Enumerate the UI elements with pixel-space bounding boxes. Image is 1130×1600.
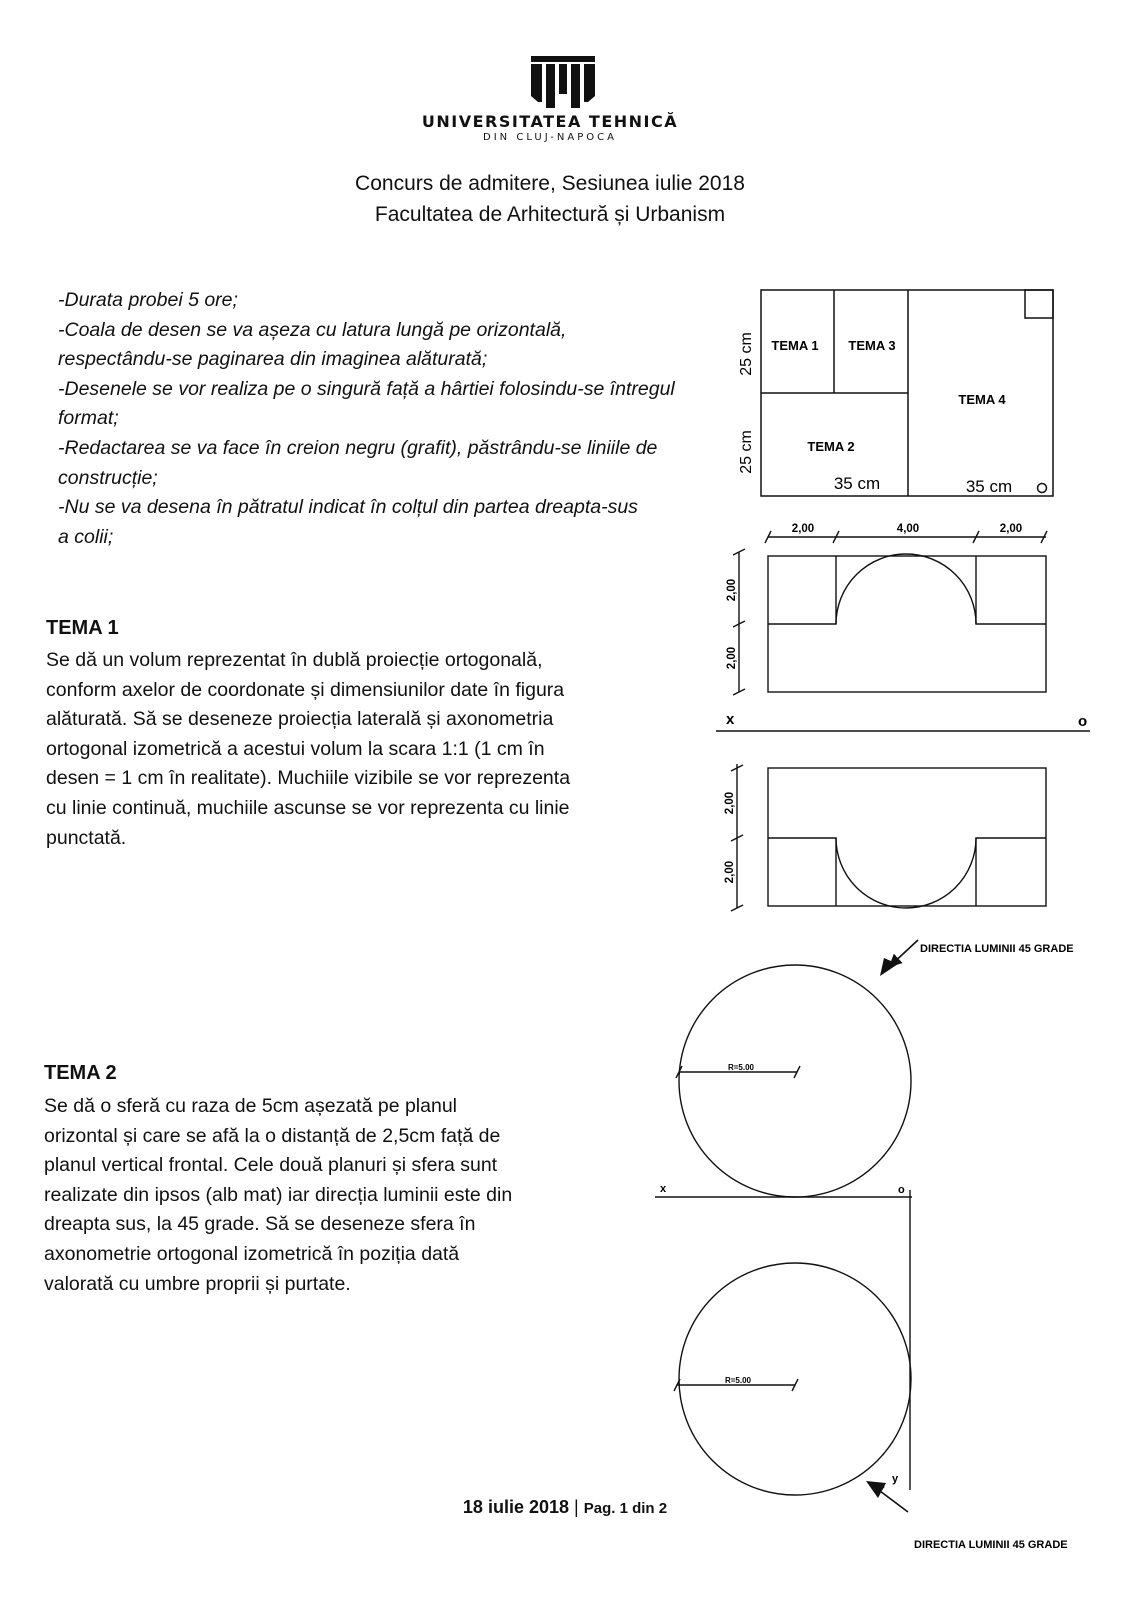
exam-title-line-1: Concurs de admitere, Sesiunea iulie 2018 <box>355 172 745 195</box>
light-arrow-bottom-icon <box>866 1481 886 1498</box>
sphere-axis-x-label: x <box>660 1183 667 1195</box>
layout-tema3-label: TEMA 3 <box>848 338 896 353</box>
radius-label-bottom: R=5.00 <box>724 1376 752 1385</box>
exam-title-line-2: Facultatea de Arhitectură și Urbanism <box>374 203 726 226</box>
tema1-line: conform axelor de coordonate și dimensiunilor date în figura <box>46 678 565 701</box>
tema1-projection-figure <box>716 531 1090 911</box>
tema2-line: valorată cu umbre proprii și purtate. <box>44 1272 351 1295</box>
university-name: UNIVERSITATEA TEHNICĂ <box>421 112 679 131</box>
dim-vertical-4: 2,00 <box>724 860 736 884</box>
sphere-axis-o-label: o <box>898 1184 905 1196</box>
footer-page: Pag. 1 din 2 <box>583 1500 668 1517</box>
tema2-line: orizontal și care se afă la o distanță de 2,5cm față de <box>44 1124 501 1147</box>
tema1-title: TEMA 1 <box>46 617 119 639</box>
tema2-title: TEMA 2 <box>44 1062 117 1084</box>
rule-line: a colii; <box>58 525 114 548</box>
corner-circle <box>1038 484 1047 493</box>
reserved-corner-square <box>1025 290 1053 318</box>
footer-separator: | <box>574 1497 579 1517</box>
university-city: DIN CLUJ-NAPOCA <box>483 132 617 143</box>
sheet-layout-diagram <box>761 290 1053 496</box>
tema2-line: realizate din ipsos (alb mat) iar direcția luminii este din <box>44 1183 513 1206</box>
tema2-line: axonometrie ortogonal izometrică în poziția dată <box>44 1242 460 1265</box>
rule-line: -Coala de desen se va așeza cu latura lungă pe orizontală, <box>58 318 567 341</box>
dim-top-right: 2,00 <box>999 523 1023 535</box>
tema1-line: Se dă un volum reprezentat în dublă proiecție ortogonală, <box>46 649 543 671</box>
tema2-sphere-figure <box>655 940 918 1512</box>
tema1-line: punctată. <box>46 826 127 849</box>
rule-line: -Redactarea se va face în creion negru (grafit), păstrându-se liniile de <box>58 436 658 459</box>
layout-tema1-label: TEMA 1 <box>771 338 819 353</box>
radius-label-top: R=5.00 <box>727 1063 755 1072</box>
tema2-line: Se dă o sferă cu raza de 5cm așezată pe planul <box>44 1095 458 1117</box>
layout-height-top: 25 cm <box>738 332 755 376</box>
footer-date: 18 iulie 2018 <box>462 1497 569 1517</box>
layout-tema2-label: TEMA 2 <box>807 439 855 454</box>
tema2-line: dreapta sus, la 45 grade. Să se deseneze sfera în <box>44 1213 476 1236</box>
layout-width-left: 35 cm <box>833 474 881 493</box>
page-footer <box>400 1497 730 1518</box>
rule-line: -Durata probei 5 ore; <box>58 289 238 311</box>
tema2-line: planul vertical frontal. Cele două planuri și sfera sunt <box>44 1154 498 1177</box>
axis-x-label: x <box>726 711 735 728</box>
layout-tema4-label: TEMA 4 <box>958 392 1006 407</box>
tema1-line: ortogonal izometrică a acestui volum la scara 1:1 (1 cm în <box>46 737 545 760</box>
rule-line: -Nu se va desena în pătratul indicat în colțul din partea dreapta-sus <box>58 496 638 519</box>
light-direction-bottom: DIRECTIA LUMINII 45 GRADE <box>914 1539 1068 1551</box>
tema1-line: cu linie continuă, muchiile ascunse se vor reprezenta cu linie <box>46 796 570 819</box>
dim-top-left: 2,00 <box>791 523 815 535</box>
dim-top-center: 4,00 <box>896 523 920 535</box>
tema1-line: alăturată. Să se deseneze proiecția laterală și axonometria <box>46 708 554 731</box>
dim-vertical-3: 2,00 <box>724 791 736 815</box>
rule-line: construcție; <box>58 466 158 489</box>
light-direction-top: DIRECTIA LUMINII 45 GRADE <box>920 943 1074 955</box>
dim-vertical-2: 2,00 <box>726 646 738 670</box>
dim-vertical-1: 2,00 <box>726 578 738 602</box>
rule-line: respectându-se paginarea din imaginea alăturată; <box>58 348 488 371</box>
rule-line: -Desenele se vor realiza pe o singură față a hârtiei folosindu-se întregul <box>58 377 675 400</box>
axis-o-label: o <box>1078 713 1088 730</box>
rule-line: format; <box>58 407 119 430</box>
sphere-axis-y-label: y <box>892 1473 899 1485</box>
tema1-line: desen = 1 cm în realitate). Muchiile vizibile se vor reprezenta <box>46 767 571 790</box>
layout-width-right: 35 cm <box>965 477 1013 496</box>
layout-height-bottom: 25 cm <box>738 430 755 474</box>
